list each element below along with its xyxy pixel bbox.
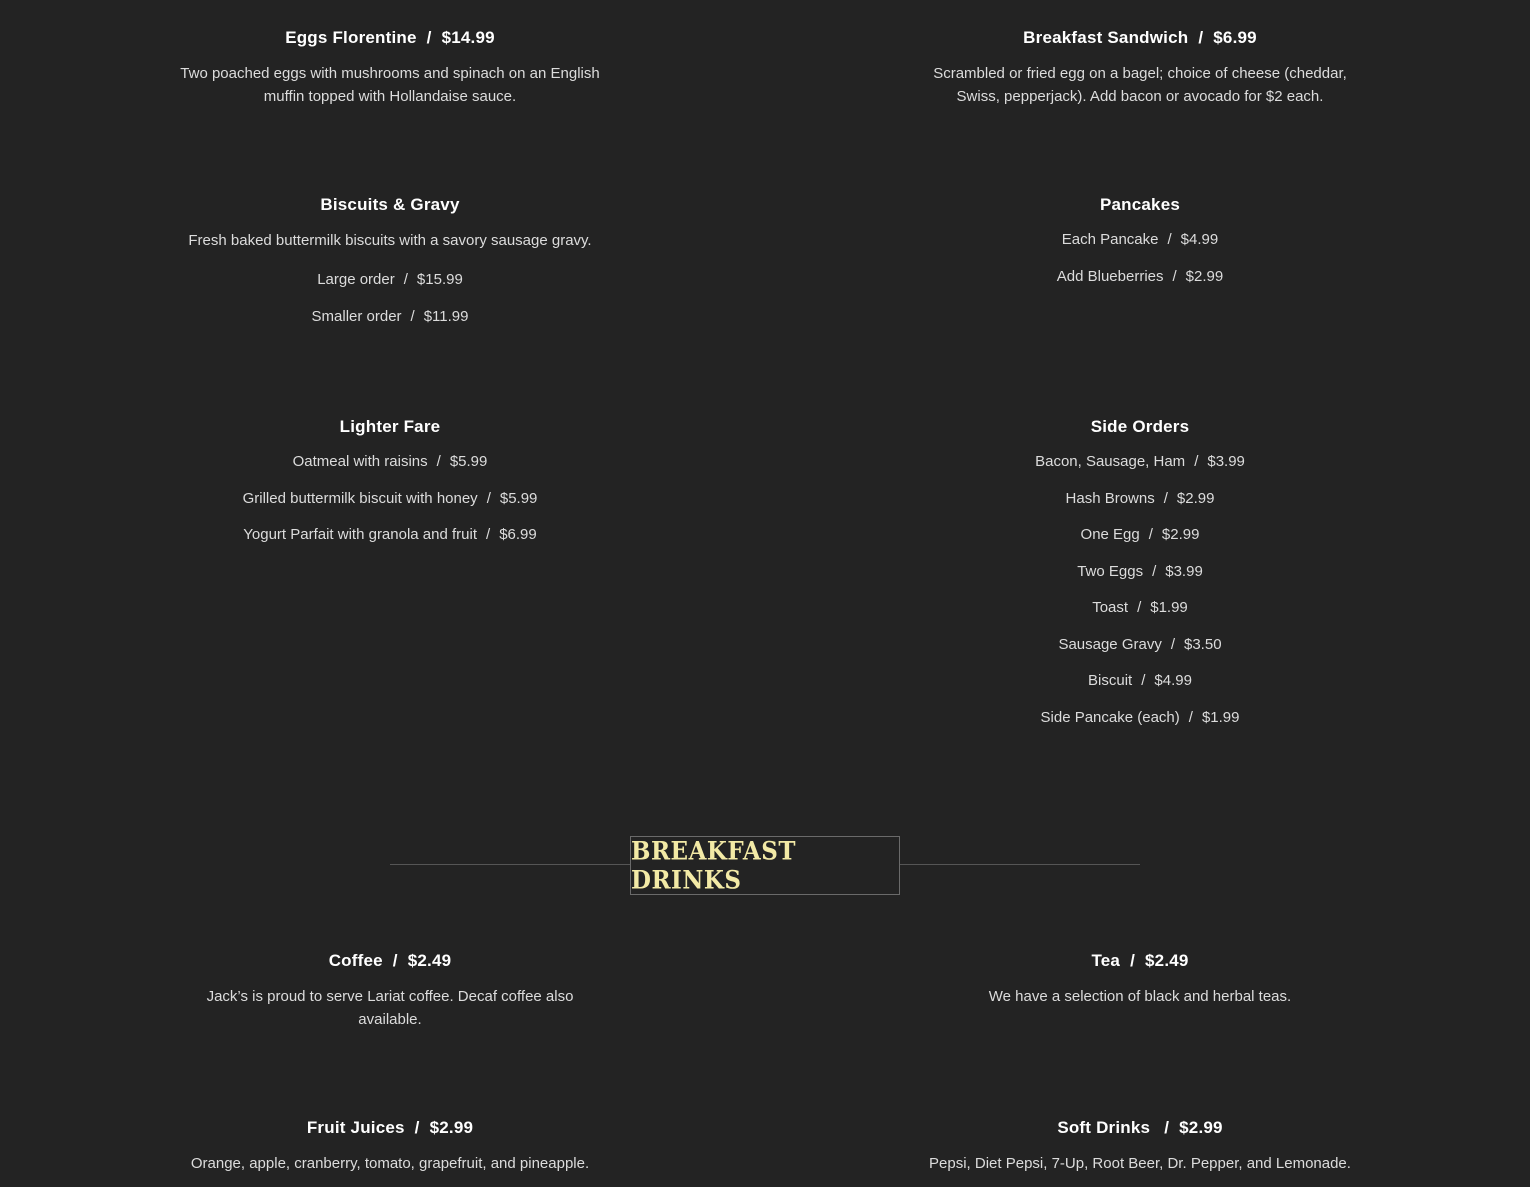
option-line	[905, 230, 1375, 267]
price-separator: /	[486, 489, 491, 507]
item-title	[155, 1117, 625, 1139]
price-separator: /	[1130, 951, 1136, 970]
price-separator: /	[1137, 599, 1142, 616]
option-list	[905, 452, 1375, 744]
item-title	[155, 950, 625, 972]
option-line	[905, 525, 1375, 562]
item-price: $2.49	[407, 951, 452, 970]
option-label: Grilled buttermilk biscuit with honey	[242, 489, 478, 507]
price-separator: /	[1148, 526, 1153, 543]
option-label: Sausage Gravy	[1058, 635, 1162, 653]
price-separator: /	[414, 1118, 420, 1137]
option-list	[155, 270, 625, 343]
menu-item-tea	[905, 950, 1375, 1008]
price-separator: /	[1164, 1118, 1170, 1137]
item-description: Jack’s is proud to serve Lariat coffee. Decaf coffee also available.	[206, 988, 574, 1028]
item-description: Two poached eggs with mushrooms and spinach on an English muffin topped with Hollandaise sauce.	[180, 65, 600, 105]
item-description: Fresh baked buttermilk biscuits with a savory sausage gravy.	[188, 232, 592, 249]
option-label: Large order	[317, 271, 395, 288]
menu-item-pancakes	[905, 194, 1375, 303]
option-price: $1.99	[1150, 599, 1188, 616]
option-price: $4.99	[1154, 672, 1192, 689]
option-price: $15.99	[416, 271, 463, 288]
option-price: $1.99	[1201, 708, 1240, 726]
item-price: $14.99	[441, 28, 495, 47]
menu-item-lighter-fare	[155, 416, 625, 562]
item-price: $2.99	[1179, 1118, 1223, 1137]
option-line	[905, 452, 1375, 489]
price-separator: /	[1167, 231, 1172, 248]
option-line	[905, 267, 1375, 304]
price-separator: /	[1141, 672, 1146, 689]
item-description: Pepsi, Diet Pepsi, 7-Up, Root Beer, Dr. Pepper, and Lemonade.	[929, 1155, 1351, 1172]
option-line	[155, 489, 625, 526]
menu-item-biscuits-gravy	[155, 194, 625, 343]
menu-item-eggs-florentine	[155, 27, 625, 108]
price-separator: /	[1188, 708, 1193, 726]
item-description: Orange, apple, cranberry, tomato, grapefruit, and pineapple.	[190, 1155, 590, 1172]
item-title	[905, 1117, 1375, 1139]
item-name: Breakfast Sandwich	[1023, 28, 1189, 47]
price-separator: /	[1170, 635, 1175, 653]
option-price: $3.99	[1207, 453, 1245, 470]
option-label: Toast	[1092, 599, 1129, 616]
item-name: Coffee	[328, 951, 383, 970]
option-line	[905, 598, 1375, 635]
price-separator: /	[486, 526, 491, 543]
item-name: Tea	[1091, 951, 1121, 970]
option-line	[905, 671, 1375, 708]
menu-item-soft-drinks	[905, 1117, 1375, 1175]
price-separator: /	[403, 271, 408, 288]
option-price: $3.50	[1184, 635, 1222, 653]
item-title	[905, 950, 1375, 972]
option-line	[905, 562, 1375, 599]
item-title: Side Orders	[1090, 417, 1190, 436]
option-price: $2.99	[1161, 526, 1200, 543]
option-label: Two Eggs	[1077, 562, 1144, 580]
option-label: Hash Browns	[1065, 489, 1155, 507]
item-title: Pancakes	[1099, 195, 1181, 214]
option-label: Smaller order	[311, 307, 402, 325]
item-price: $2.99	[429, 1118, 474, 1137]
price-separator: /	[392, 951, 398, 970]
menu-item-fruit-juices	[155, 1117, 625, 1175]
option-line	[155, 307, 625, 344]
section-heading-box	[630, 836, 900, 895]
item-title: Biscuits & Gravy	[320, 195, 460, 214]
price-separator: /	[410, 307, 415, 325]
item-name: Soft Drinks	[1057, 1118, 1151, 1137]
option-list	[155, 452, 625, 562]
price-separator: /	[1163, 489, 1168, 507]
item-description: Scrambled or fried egg on a bagel; choice of cheese (cheddar, Swiss, pepperjack). Add bacon or avocado for $2 each.	[933, 65, 1347, 105]
option-line	[905, 635, 1375, 672]
option-price: $2.99	[1185, 267, 1224, 285]
item-title: Lighter Fare	[339, 417, 441, 436]
option-label: Each Pancake	[1061, 231, 1159, 248]
price-separator: /	[436, 453, 441, 470]
price-separator: /	[1194, 453, 1199, 470]
option-label: Side Pancake (each)	[1040, 708, 1180, 726]
item-description: We have a selection of black and herbal teas.	[988, 988, 1292, 1005]
option-price: $5.99	[449, 453, 488, 470]
option-label: Biscuit	[1088, 672, 1133, 689]
option-label: Add Blueberries	[1056, 267, 1164, 285]
item-price: $2.49	[1145, 951, 1189, 970]
item-title	[905, 27, 1375, 49]
price-separator: /	[426, 28, 432, 47]
option-line	[155, 270, 625, 307]
option-label: Bacon, Sausage, Ham	[1035, 453, 1186, 470]
option-price: $5.99	[499, 489, 538, 507]
option-list	[905, 230, 1375, 303]
item-name: Eggs Florentine	[285, 28, 417, 47]
option-price: $4.99	[1180, 231, 1219, 248]
item-price: $6.99	[1213, 28, 1257, 47]
option-line	[905, 708, 1375, 745]
item-title	[155, 27, 625, 49]
divider-line-left	[390, 864, 630, 865]
option-line	[905, 489, 1375, 526]
price-separator: /	[1152, 562, 1157, 580]
price-separator: /	[1198, 28, 1204, 47]
option-price: $6.99	[499, 526, 537, 543]
option-label: Yogurt Parfait with granola and fruit	[243, 526, 478, 543]
option-price: $11.99	[423, 307, 469, 325]
option-price: $3.99	[1165, 562, 1203, 580]
menu-item-coffee	[155, 950, 625, 1031]
menu-item-breakfast-sandwich	[905, 27, 1375, 108]
option-price: $2.99	[1176, 489, 1215, 507]
section-heading: BREAKFAST DRINKS	[631, 836, 796, 895]
option-line	[155, 525, 625, 562]
price-separator: /	[1172, 267, 1177, 285]
item-name: Fruit Juices	[306, 1118, 405, 1137]
option-label: One Egg	[1080, 526, 1140, 543]
option-line	[155, 452, 625, 489]
menu-item-side-orders	[905, 416, 1375, 744]
divider-line-right	[900, 864, 1140, 865]
option-label: Oatmeal with raisins	[292, 453, 428, 470]
